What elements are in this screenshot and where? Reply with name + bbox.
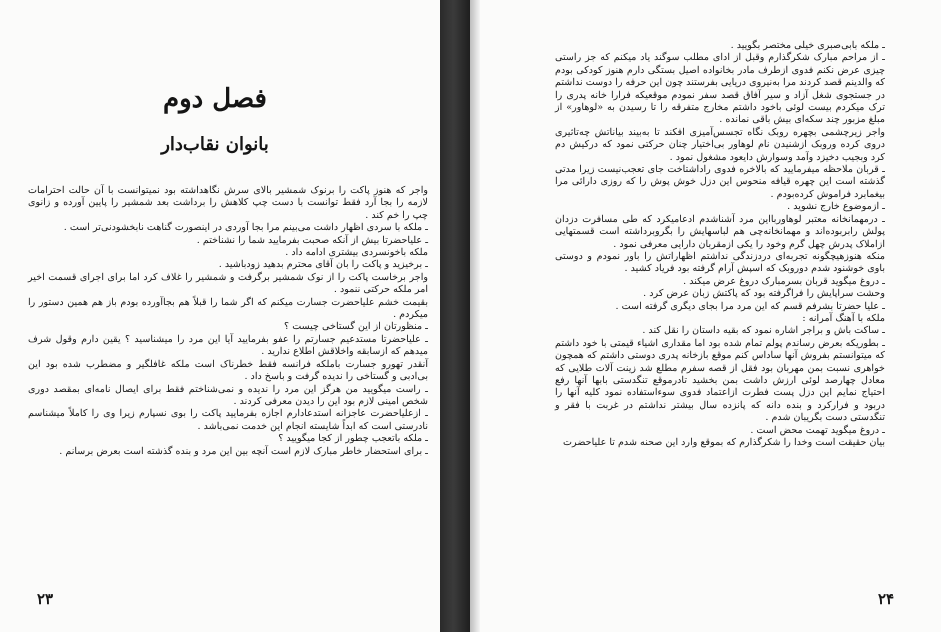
paragraph: ـ علیاحضرتا بیش از آنکه صحبت بفرمایید شما را نشناختم . xyxy=(196,234,428,246)
chapter-title: فصل دوم xyxy=(163,84,267,114)
paragraph: ـ برای استحضار خاطر مبارک لازم است آنچه بین این مرد و بنده گذشته است بعرض برسانم . xyxy=(59,445,428,457)
paragraph: ـ راست میگویید من هرگز این مرد را ندیده و نمی‌شناختم فقط برای ایصال نامه‌ای بمقصد دوری شخص امینی لازم بود این را دیدن معرفی کردند . xyxy=(28,383,428,407)
paragraph: ـ بطوریکه بعرض رساندم پولم تمام شده بود اما مقداری اشیاء قیمتی با خود داشتم که میتوانستم بفروش آنها ساداس کنم موقع بازخانه پدری دوستی داشتم که همچون خواهری نسبت بمن مهربان بود فقل از قصه سفرم مطلع شد زینت آلات طلایی که معادل چهارصد لوئی ارزش داشت بمن بخشید تادرموقع تنگدستی بابها آنها رفع احتیاج نمایم این دزل پست فطرت ازاعتماد فدوی سوءاستفاده نمود کلیه آنها را دربود و فرارکرد و بنده دانه که پانزده سال بیشتر نداشتم در غربت با فقر و تنگدستی دست بگریبان شدم . xyxy=(555,337,885,424)
paragraph: ـ قربان ملاحظه میفرمایید که بالاخره فدوی راداشتاخت جای تعجب‌نیست زیرا مدتی گذشته است این چهره قیافه منحوس این دزل خوش پوش را که روزی دارائی مرا بیغمابرد فراموش کرده‌بودم . xyxy=(555,164,885,200)
paragraph: ـ ازعلیاحضرت عاجزانه استدعادارم اجازه بفرمایید پاکت را بوی نسپارم زیرا وی را کاملاً میشناسم نادرستی است که ابداً شایسته انجام این خدمت نمی‌باشد . xyxy=(28,408,428,432)
paragraph: واجر برخاست پاکت را از نوک شمشیر برگرفت و شمشیر را غلاف کرد اما برای اجرای قسمت اخیر امر ملکه حرکتی ننمود . xyxy=(28,271,428,296)
paragraph: آنقدر تهورو جسارت باملکه فرانسه فقط خطرناک است ملکه غافلگیر و مضطرب شده بود این بی‌ادبی و گستاخی را ندیده گرفت و باسخ داد . xyxy=(28,358,428,383)
paragraph: ـ درمهمانخانه معتبر لوهاوربااین مرد آشناشدم ادعامیکرد که طی مسافرت دزدان پولش رابربوده‌اند و مهمانخانه‌چی هم لباسهایش را بگروبرداشته است قسمتهایی ازاملاک پدرش چهل گرم وخود را یکی ازمقربان دارایی معرفی نمود . xyxy=(555,213,885,250)
paragraph: ـ دروغ میگوید قربان بسرمبارک دروغ عرض میکند . xyxy=(683,275,885,287)
chapter-subtitle: بانوان نقاب‌دار xyxy=(161,134,269,155)
left-page-body xyxy=(28,185,428,458)
paragraph: واجر که هنوز پاکت را برنوک شمشیر بالای سرش نگاهداشته بود نمیتوانست با آن حالت احترامات لازمه را بجا آرد فقط توانست با دست چپ کلاهش را برداشت بعد شمشیر را پایین آورده و زانوی چپ را خم کند . xyxy=(28,185,428,221)
page-number-left: ۲۳ xyxy=(37,590,54,608)
paragraph: ـ برخیزید و پاکت را بان آقای محترم بدهید زودباشید . xyxy=(218,259,428,271)
paragraph: ـ ازموضوع خارج نشوید . xyxy=(787,201,885,213)
paragraph: وحشت سراپایش را فراگرفته بود که پاکتش زبان عرض کرد . xyxy=(643,288,885,300)
paragraph: ـ از مراحم مبارک شکرگذارم وقبل از ادای مطلب سوگند یاد میکنم که جز راستی چیزی عرض نکنم فدوی ازطرف مادر بخانواده اصیل بستگی دارم هنوز کودکی بودم که والدینم قصد کردند مرا به‌نیروی دریایی بفرستند چون این حرفه را دوست نداشتم در جستجوی شغل آزاد و سیر آفاق قصد سفر نمودم موقعیکه فرارا خانه پدری را ترک میکردم بیست لوئی باخود داشتم مخارج متفرقه را تا رسیدن به «لوهاور» از مبلغ مزبور چند سکه‌ای بیش باقی نمانده . xyxy=(555,52,885,126)
right-page-body xyxy=(555,40,885,449)
paragraph: ـ منظورتان از این گستاخی چیست ؟ xyxy=(284,321,428,333)
paragraph: ـ علیا حضرتا بشرفم قسم که این مرد مرا بجای دیگری گرفته است . xyxy=(615,300,885,312)
paragraph: ـ ملکه باتعجب چطور از کجا میگویید ؟ xyxy=(278,433,428,445)
paragraph: ملکه با آهنگ آمرانه : xyxy=(802,312,885,324)
paragraph: ملکه باخونسردی بیشتری ادامه داد . xyxy=(285,247,428,259)
paragraph: ـ ساکت باش و براجر اشاره نمود که بقیه داستان را نقل کند . xyxy=(642,325,885,337)
page-number-right: ۲۴ xyxy=(878,590,895,608)
paragraph: بقیمت خشم علیاحضرت جسارت میکنم که اگر شما را قبلاً هم بجاآورده بودم باز هم همین دستور را میکردم . xyxy=(28,296,428,321)
paragraph: بیان حقیقت است وخدا را شکرگذارم که بموقع وارد این صحنه شدم تا علیاحضرت xyxy=(563,437,885,448)
paragraph: منکه هنوزهیچگونه تجربه‌ای دردزندگی نداشتم اظهاراتش را باور نمودم و دوستی باوی خوشنود شدم دوروبک که اسپش آرام گرفته بود فریاد کشید . xyxy=(555,250,885,275)
paragraph: ـ علیاحضرتا مستدعیم جسارتم را عفو بفرمایید آیا این مرد را میشناسید ؟ یقین دارم وقول شرف میدهم که ازسابقه واخلاقش اطلاع ندارید . xyxy=(28,333,428,358)
book-gutter xyxy=(440,0,470,632)
paragraph: ـ دروغ میگوید تهمت محض است . xyxy=(750,424,885,436)
paragraph: ـ ملکه بابی‌صبری خیلی مختصر بگویید . xyxy=(730,40,885,51)
page-edge-shadow xyxy=(470,0,480,632)
paragraph: واجر زیرچشمی بچهره روبک نگاه تجسس‌آمیزی افکند تا به‌بیند بیاناتش چه‌تاثیری دروی کرده وروبک ازشنیدن نام لوهاور بی‌اختیار چنان حرکتی نمود که درکیش دم کرد وبجیب دخیزد وآمد وسوارش دایعود مشغول نمود . xyxy=(555,126,885,163)
paragraph: ـ ملکه با سردی اظهار داشت می‌بینم مرا بجا آوردی در اینصورت گناهت نابخشودنی‌تر است . xyxy=(63,222,428,234)
